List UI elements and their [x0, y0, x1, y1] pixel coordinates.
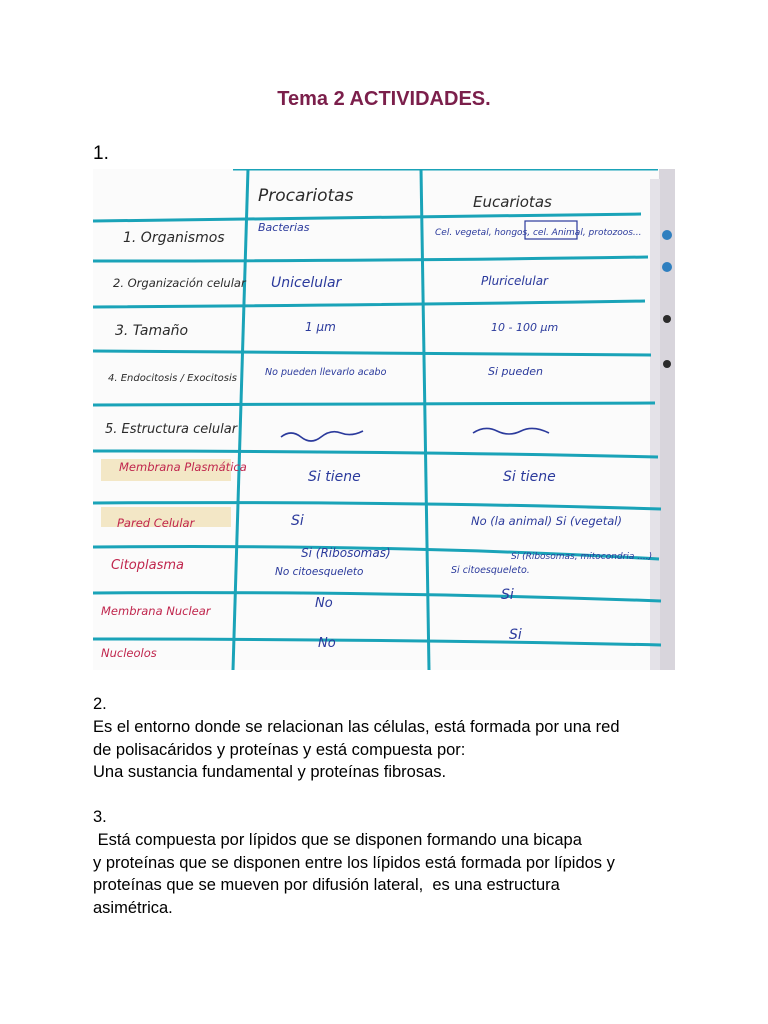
cell-eucariotas: Cel. vegetal, hongos, cel. Animal, protozoos...	[435, 228, 642, 238]
cell-eucariotas: 10 - 100 µm	[491, 321, 559, 334]
answer-3	[93, 806, 615, 920]
answer-number: 3.	[93, 808, 107, 826]
answer-line: asimétrica.	[93, 899, 173, 918]
cell-eucariotas: Si	[509, 627, 522, 643]
question-1-number: 1.	[93, 143, 109, 164]
row-label: 4. Endocitosis / Exocitosis	[108, 373, 237, 384]
cell-procariotas: No citoesqueleto	[275, 566, 364, 578]
table-photo-drawing	[93, 169, 675, 670]
cell-procariotas: Si	[291, 513, 304, 529]
row-label: 2. Organización celular	[113, 276, 246, 290]
answer-line: proteínas que se mueven por difusión lateral, es una estructura	[93, 876, 560, 895]
row-label: 5. Estructura celular	[105, 422, 238, 437]
row-label: 3. Tamaño	[115, 323, 189, 339]
cell-eucariotas: Si citoesqueleto.	[451, 565, 530, 576]
cell-procariotas: Si tiene	[308, 469, 361, 485]
answer-line: de polisacáridos y proteínas y está compuesta por:	[93, 740, 466, 759]
answer-number: 2.	[93, 695, 107, 713]
header-eucariotas: Eucariotas	[473, 193, 552, 211]
cell-procariotas: Si (Ribosomas)	[301, 546, 391, 560]
cell-eucariotas: Si (Ribosomas, mitocondria ....)	[511, 552, 653, 562]
answer-line: Es el entorno donde se relacionan las células, está formada por una red	[93, 717, 620, 736]
cell-procariotas: 1 µm	[305, 320, 336, 334]
cell-procariotas: No	[318, 636, 336, 651]
answer-line: y proteínas que se disponen entre los lípidos está formada por lípidos y	[93, 853, 615, 872]
header-procariotas: Procariotas	[258, 186, 354, 206]
cell-procariotas: No pueden llevarlo acabo	[265, 367, 387, 378]
cell-procariotas: Unicelular	[271, 275, 342, 291]
cell-procariotas: Bacterias	[258, 221, 310, 234]
cell-procariotas: No	[315, 596, 333, 611]
cell-eucariotas: Pluricelular	[481, 274, 548, 288]
cell-eucariotas: Si	[501, 587, 514, 603]
page-title: Tema 2 ACTIVIDADES.	[277, 88, 491, 110]
table-photo	[93, 169, 675, 670]
answer-2	[93, 693, 620, 784]
row-label: 1. Organismos	[123, 230, 225, 246]
row-label: Citoplasma	[111, 558, 184, 573]
cell-eucariotas: No (la animal) Si (vegetal)	[471, 514, 622, 528]
row-label: Membrana Plasmática	[119, 460, 247, 474]
answer-line: Una sustancia fundamental y proteínas fibrosas.	[93, 763, 447, 782]
row-label: Nucleolos	[101, 646, 157, 660]
cell-eucariotas: Si pueden	[488, 365, 543, 378]
cell-eucariotas: Si tiene	[503, 469, 556, 485]
row-label: Membrana Nuclear	[101, 604, 211, 618]
row-label: Pared Celular	[117, 516, 195, 530]
answer-line: Está compuesta por lípidos que se disponen formando una bicapa	[93, 830, 582, 849]
